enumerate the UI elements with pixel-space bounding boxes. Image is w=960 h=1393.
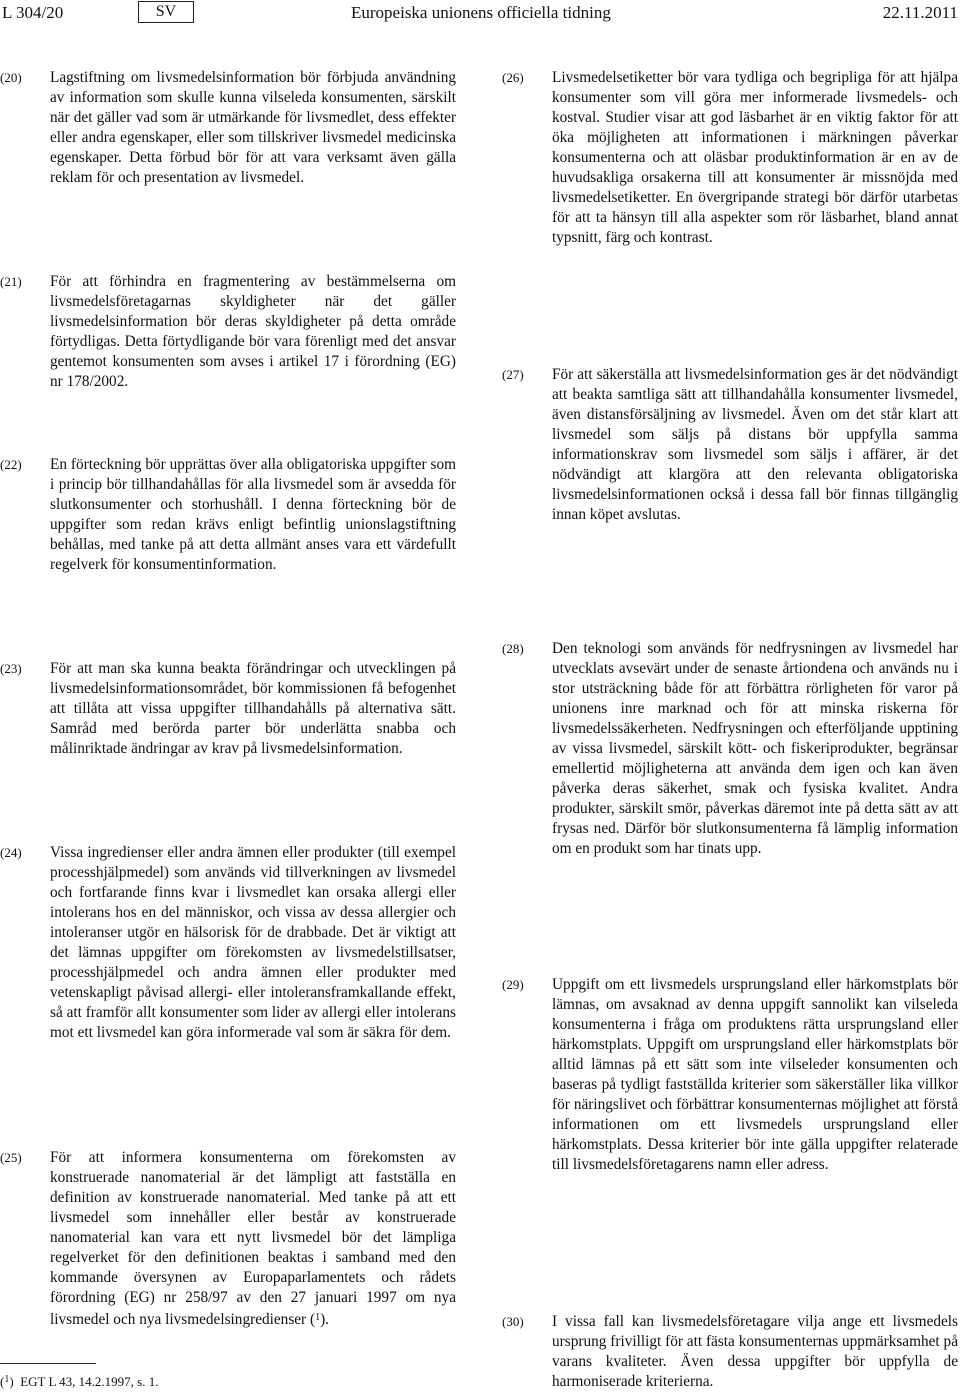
footnote-divider: [0, 1363, 96, 1364]
recital-number: (29): [502, 977, 524, 992]
footnote: ($^1$) EGT L 43, 14.2.1997, s. 1.: [0, 1374, 159, 1389]
page-reference: L 304/20: [2, 3, 64, 22]
recital-number: (20): [0, 70, 22, 85]
recital-number: (28): [502, 641, 524, 656]
recital-text: I vissa fall kan livsmedelsföretagare vilja ange ett livsmedels ursprung frivilligt för att fästa konsumenternas uppmärksamhet på varans kvaliteter. Även dessa uppgifter bör uppfylla de harmoniserade kriterierna.: [552, 1313, 958, 1390]
recital-text: För att man ska kunna beakta förändringar och utvecklingen på livsmedelsinformationsområdet, bör kommissionen få befogenhet att tillåta att vissa uppgifter tillhandahålls på alternativa sätt. Samråd med berörda parter bör underlätta snabba och målinriktade ändringar av krav på livsmedelsinformation.: [50, 660, 456, 757]
recital-text: För att förhindra en fragmentering av bestämmelserna om livsmedelsföretagarnas skyldigheter när det gäller livsmedelsinformation bör deras skyldigheter på detta område förtydligas. Detta förtydligande bör vara förenligt med det ansvar gentemot konsumenten som avses i artikel 17 i förordning (EG) nr 178/2002.: [50, 273, 456, 390]
recital-text: [50, 1148, 456, 1330]
recital-text: En förteckning bör upprättas över alla obligatoriska uppgifter som i princip bör tillhandahållas för alla livsmedel som är avsedda för slutkonsumenter och storhushåll. I denna förteckning bör de uppgifter som redan krävs enligt befintlig unionslagstiftning behållas, med tanke på att detta allmänt anses vara ett värdefullt regelverk för konsumentinformation.: [50, 456, 456, 573]
recital-number: (26): [502, 70, 524, 85]
recital-text: Livsmedelsetiketter bör vara tydliga och begripliga för att hjälpa konsumenter som vill göra mer informerade livsmedels- och kostval. Studier visar att god läsbarhet är en viktig faktor för att öka möjligheten att informationen i märkningen påverkar konsumenterna och att oläsbar produktinformation är en av de huvudsakliga orsakerna till att konsumenter är missnöjda med livsmedelsetiketter. En övergripande strategi bör därför utarbetas för att ta hänsyn till alla aspekter som rör läsbarhet, bland annat typsnitt, färg och kontrast.: [552, 69, 958, 246]
recital-number: (21): [0, 274, 22, 289]
recital-number: (27): [502, 367, 524, 382]
recital-text: Den teknologi som används för nedfrysningen av livsmedel har utvecklats avsevärt under de senaste årtiondena och används nu i stor utsträckning både för att förbättra rörligheten för varor på unionens inre marknad och för att minska riskerna för livsmedelssäkerheten. Nedfrysningen och efterföljande upptining av vissa livsmedel, särskilt kött- och fiskeriprodukter, begränsar emellertid möjligheterna att använda dem igen och kan även påverka deras säkerhet, smak och fysiska kvalitet. Andra produkter, särskilt smör, påverkas däremot inte på detta sätt av att frysas ned. Därför bör slutkonsumenterna få lämplig information om en produkt som har tinats upp.: [552, 640, 958, 857]
recital-number: (23): [0, 661, 22, 676]
recital-text-end: ).: [320, 1311, 329, 1328]
recital-number: (25): [0, 1150, 22, 1165]
journal-title: Europeiska unionens officiella tidning: [351, 3, 611, 22]
recital-text: Lagstiftning om livsmedelsinformation bör förbjuda användning av information som skulle kunna vilseleda konsumenten, särskilt när det gäller vad som är utmärkande för livsmedlet, dess effekter eller andra egenskaper, eller som tillskriver livsmedel medicinska egenskaper. Detta förbud bör för att vara verksamt även gälla reklam för och presentation av livsmedel.: [50, 69, 456, 186]
footnote-number: 1: [4, 1374, 10, 1385]
recital-number: (22): [0, 457, 22, 472]
recital-text: Vissa ingredienser eller andra ämnen eller produkter (till exempel processhjälpmedel) som används vid tillverkningen av livsmedel och fortfarande finns kvar i livsmedlet kan orsaka allergi eller intolerans hos en del människor, och vissa av dessa allergier och intoleranser utgör en hälsorisk för de drabbade. Det är viktigt att det lämnas uppgifter om förekomsten av livsmedelstillsatser, processhjälpmedel och andra ämnen eller produkter med vetenskapligt påvisad allergi- eller intoleransframkallande effekt, så att framför allt konsumenter som lider av allergi eller intolerans mot ett livsmedel kan göra informerade val som är säkra för dem.: [50, 844, 456, 1041]
language-badge: SV: [138, 1, 194, 23]
recital-text: För att säkerställa att livsmedelsinformation ges är det nödvändigt att beakta samtliga sätt att tillhandahålla konsumenter livsmedel, även distansförsäljning av livsmedel. Även om det står klart att livsmedel som säljs på distans bör uppfylla samma informationskrav som livsmedel som säljs i affärer, är det nödvändigt att klargöra att den relevanta obligatoriska livsmedelsinformationen också i dessa fall bör finnas tillgänglig innan köpet avslutas.: [552, 366, 958, 523]
recital-number: (24): [0, 845, 22, 860]
publication-date: 22.11.2011: [882, 3, 958, 22]
page-header: [0, 3, 960, 27]
footnote-text: EGT L 43, 14.2.1997, s. 1.: [20, 1374, 159, 1389]
footnote-reference: 1: [315, 1312, 321, 1323]
recital-number: (30): [502, 1314, 524, 1329]
recital-text-body: För att informera konsumenterna om förekomsten av konstruerade nanomaterial är det lämpligt att fastställa en definition av konstruerade nanomaterial. Med tanke på att ett livsmedel som innehåller eller består av konstruerade nanomaterial kan vara ett nytt livsmedel bör det lämpliga regelverket för den definitionen beaktas i samband med den kommande översynen av Europaparlamentets och rådets förordning (EG) nr 258/97 av den 27 januari 1997 om nya livsmedel och nya livsmedelsingredienser (: [50, 1149, 456, 1328]
recital-text: Uppgift om ett livsmedels ursprungsland eller härkomstplats bör lämnas, om avsaknad av denna uppgift sannolikt kan vilseleda konsumenterna i fråga om produktens rätta ursprungsland eller härkomstplats. Uppgift om ursprungsland eller härkomstplats bör alltid lämnas på ett sätt som inte vilseleder konsumenten och baseras på tydligt fastställda kriterier som säkerställer lika villkor för näringslivet och förbättrar konsumenternas möjlighet att förstå informationen om ett livsmedels ursprungsland eller härkomstplats. Dessa kriterier bör inte gälla uppgifter relaterade till livsmedelsföretagarens namn eller adress.: [552, 976, 958, 1173]
